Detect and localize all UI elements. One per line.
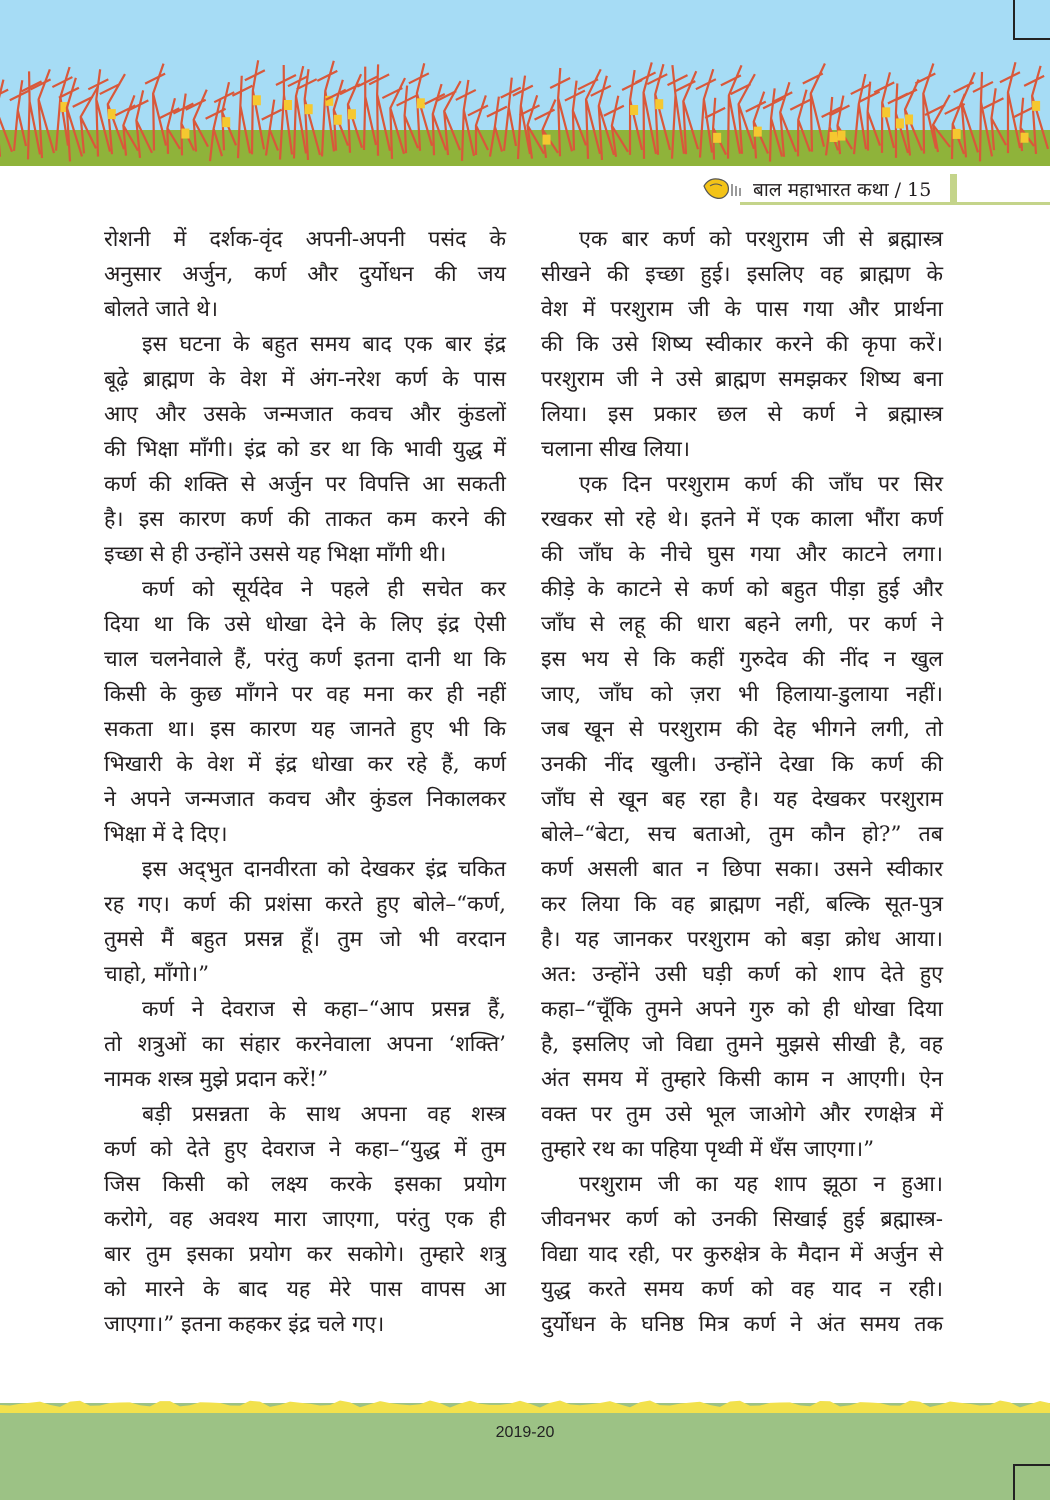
figure-stroke	[382, 78, 405, 159]
figure-fill	[181, 129, 189, 139]
figure-stroke	[145, 64, 166, 151]
text-line: जाँघ से खून बह रहा है। यह देखकर परशुराम	[541, 787, 943, 812]
figure-stroke	[262, 100, 282, 156]
footer-band	[0, 1403, 1050, 1500]
text-line: आए और उसके जन्मजात कवच और कुंडलों	[104, 402, 506, 427]
battle-figures-illustration	[0, 0, 1050, 166]
text-line: इस घटना के बहुत समय बाद एक बार इंद्र	[142, 332, 506, 357]
figure-stroke	[535, 100, 558, 158]
figure-fill	[905, 114, 913, 124]
crop-mark	[1013, 1466, 1015, 1500]
text-line: वेश में परशुराम जी के पास गया और प्रार्थना	[541, 297, 943, 322]
figure-stroke	[10, 80, 30, 151]
text-line: जाँघ से लहू की धारा बहने लगी, पर कर्ण ने	[541, 612, 943, 637]
figure-fill	[896, 118, 904, 128]
figure-stroke	[925, 95, 950, 152]
book-title-page-number: बाल महाभारत कथा / 15	[753, 179, 932, 201]
text-line: कीड़े के काटने से कर्ण को बहुत पीड़ा हुई और	[541, 577, 943, 602]
text-line: किसी के कुछ माँगने पर वह मना कर ही नहीं	[104, 682, 506, 707]
text-line: की कि उसे शिष्य स्वीकार करने की कृपा करें।	[541, 332, 943, 357]
text-line: नामक शस्त्र मुझे प्रदान करें!”	[104, 1067, 329, 1092]
figure-fill	[305, 104, 313, 114]
figure-fill	[1032, 101, 1040, 111]
figure-fill	[417, 98, 425, 108]
crop-mark	[1013, 0, 1015, 38]
text-line: भिखारी के वेश में इंद्र धोखा कर रहे हैं, कर्ण	[104, 752, 506, 777]
figure-fill	[253, 95, 261, 105]
figure-fill	[837, 131, 845, 141]
header-accent-bar	[950, 174, 957, 202]
text-line: इच्छा से ही उन्होंने उससे यह भिक्षा माँगी थी।	[104, 542, 447, 567]
text-line: एक दिन परशुराम कर्ण की जाँघ पर सिर	[579, 472, 943, 497]
text-line: ने अपने जन्मजात कवच और कुंडल निकालकर	[104, 787, 506, 812]
text-line: विद्या याद रही, पर कुरुक्षेत्र के मैदान में अर्जुन से	[541, 1242, 943, 1267]
text-line: कर्ण ने देवराज से कहा–“आप प्रसन्न हैं,	[142, 997, 506, 1022]
text-line: करोगे, वह अवश्य मारा जाएगा, परंतु एक ही	[104, 1207, 506, 1232]
figure-stroke	[232, 76, 252, 158]
text-line: रखकर सो रहे थे। इतने में एक काला भौंरा कर्ण	[541, 507, 943, 532]
text-line: बार तुम इसका प्रयोग कर सकोगे। तुम्हारे शत्रु	[104, 1242, 506, 1267]
running-header	[700, 174, 1050, 204]
text-line: सीखने की इच्छा हुई। इसलिए वह ब्राह्मण के	[541, 262, 943, 287]
text-line: कर्ण की शक्ति से अर्जुन पर विपत्ति आ सकती	[104, 472, 506, 497]
text-column-right	[541, 222, 943, 1342]
text-line: कर्ण को देते हुए देवराज ने कहा–“युद्ध में तुम	[104, 1137, 506, 1162]
figure-stroke	[173, 94, 194, 156]
figure-stroke	[772, 82, 796, 157]
text-line: एक बार कर्ण को परशुराम जी से ब्रह्मास्त्र	[579, 227, 943, 252]
figure-stroke	[829, 96, 852, 155]
figure-stroke	[31, 69, 54, 158]
text-line: कर्ण को सूर्यदेव ने पहले ही सचेत कर	[142, 577, 506, 602]
conch-shell-icon	[700, 174, 748, 204]
figure-stroke	[550, 68, 572, 156]
figure-stroke	[0, 80, 12, 157]
text-line: जाए, जाँघ को ज़रा भी हिलाया-डुलाया नहीं।	[541, 682, 943, 707]
text-line: इस भय से कि कहीं गुरुदेव की नींद न खुल	[541, 647, 943, 672]
figure-stroke	[731, 74, 755, 154]
figure-stroke	[647, 64, 670, 155]
figure-fill	[655, 99, 663, 109]
figure-fill	[334, 115, 342, 125]
figure-stroke	[115, 95, 138, 155]
text-line: तो शत्रुओं का संहार करनेवाला अपना ‘शक्ति’	[104, 1032, 506, 1057]
figure-stroke	[276, 65, 296, 160]
text-line: जब खून से परशुराम की देह भीगने लगी, तो	[541, 717, 943, 742]
text-line: जिस किसी को लक्ष्य करके इसका प्रयोग	[104, 1172, 506, 1197]
text-line: दुर्योधन के घनिष्ठ मित्र कर्ण ने अंत समय तक	[541, 1312, 943, 1337]
text-line: है। इस कारण कर्ण की ताकत कम करने की	[104, 507, 506, 532]
text-line: की भिक्षा माँगी। इंद्र को डर था कि भावी युद्ध में	[104, 437, 506, 462]
figure-fill	[1021, 133, 1029, 143]
text-line: कर लिया कि वह ब्राह्मण नहीं, बल्कि सूत-पुत्र	[541, 892, 943, 917]
figure-stroke	[636, 62, 656, 158]
crop-mark	[1013, 38, 1050, 40]
crop-mark	[1013, 1464, 1050, 1466]
header-illustration-banner	[0, 0, 1050, 166]
text-line: है, इसलिए जो विद्या तुमने मुझसे सीखी है, वह	[541, 1032, 943, 1057]
figure-fill	[222, 117, 230, 127]
figure-stroke	[983, 88, 1006, 150]
text-line: दिया था कि उसे धोखा देने के लिए इंद्र ऐसी	[104, 612, 506, 637]
figure-fill	[108, 109, 116, 119]
text-line: चाहो, माँगो।”	[104, 962, 210, 987]
figure-fill	[713, 133, 721, 143]
figure-fill	[284, 100, 292, 110]
text-column-left	[104, 222, 506, 1342]
figure-stroke	[88, 69, 110, 156]
footer-year: 2019-20	[495, 1424, 555, 1441]
figure-stroke	[591, 76, 614, 160]
text-line: रह गए। कर्ण की प्रशंसा करते हुए बोले–“कर्ण,	[104, 892, 506, 917]
text-line: सकता था। इस कारण यह जानते हुए भी कि	[104, 717, 506, 742]
text-line: अनुसार अर्जुन, कर्ण और दुर्योधन की जय	[104, 262, 506, 287]
figure-fill	[830, 132, 838, 142]
figure-fill	[543, 135, 551, 145]
text-line: को मारने के बाद यह मेरे पास वापस आ	[104, 1277, 506, 1302]
text-line: कर्ण असली बात न छिपा सका। उसने स्वीकार	[541, 857, 943, 882]
figure-stroke	[357, 67, 377, 150]
figure-stroke	[604, 96, 628, 157]
text-line: तुम्हारे रथ का पहिया पृथ्वी में धँस जाएगा।”	[541, 1137, 875, 1162]
text-line: परशुराम जी ने उसे ब्राह्मण समझकर शिष्य बना	[541, 367, 943, 392]
footer-wave-edge	[0, 1399, 1050, 1413]
figure-stroke	[746, 92, 768, 159]
text-line: अंत समय में तुम्हारे किसी काम न आएगी। ऐन	[541, 1067, 943, 1092]
figure-stroke	[159, 98, 180, 154]
text-line: भिक्षा में दे दिए।	[104, 822, 228, 847]
text-line: चलाना सीख लिया।	[541, 437, 690, 462]
text-line: कहा–“चूँकि तुमने अपने गुरु को ही धोखा दिया	[541, 997, 943, 1022]
text-line: है। यह जानकर परशुराम को बड़ा क्रोध आया।	[541, 927, 943, 952]
text-line: युद्ध करते समय कर्ण को वह याद न रही।	[541, 1277, 943, 1302]
figure-stroke	[520, 95, 544, 158]
text-line: इस अद्‌भुत दानवीरता को देखकर इंद्र चकित	[142, 857, 506, 882]
figure-fill	[630, 105, 638, 115]
figure-fill	[754, 127, 762, 137]
text-line: वक्त पर तुम उसे भूल जाओगे और रणक्षेत्र में	[541, 1102, 943, 1127]
text-line: बूढ़े ब्राह्मण के वेश में अंग-नरेश कर्ण के पास	[104, 367, 506, 392]
text-line: जाएगा।” इतना कहकर इंद्र चले गए।	[104, 1312, 385, 1337]
text-line: जीवनभर कर्ण को उनकी सिखाई हुई ब्रह्मास्त्र-	[541, 1207, 943, 1232]
figure-stroke	[73, 87, 98, 153]
figure-stroke	[425, 84, 446, 155]
text-line: रोशनी में दर्शक-वृंद अपनी-अपनी पसंद के	[104, 227, 506, 252]
figure-stroke	[578, 69, 601, 159]
text-line: उनकी नींद खुली। उन्होंने देखा कि कर्ण की	[541, 752, 943, 777]
text-line: बोलते जाते थे।	[104, 297, 219, 322]
text-line: परशुराम जी का यह शाप झूठा न हुआ।	[579, 1172, 943, 1197]
text-line: की जाँघ के नीचे घुस गया और काटने लगा।	[541, 542, 943, 567]
text-line: तुमसे मैं बहुत प्रसन्न हूँ। तुम जो भी वरदान	[104, 927, 506, 952]
text-line: चाल चलनेवाले हैं, परंतु कर्ण इतना दानी था कि	[104, 647, 506, 672]
header-rule	[740, 202, 1050, 205]
figure-stroke	[501, 78, 521, 151]
figure-fill	[953, 129, 961, 139]
text-line: लिया। इस प्रकार छल से कर्ण ने ब्रह्मास्त्र	[541, 402, 943, 427]
text-line: अत: उन्होंने उसी घड़ी कर्ण को शाप देते हुए	[541, 962, 943, 987]
figure-fill	[882, 107, 890, 117]
figure-fill	[348, 109, 356, 119]
text-line: बोले–“बेटा, सच बताओ, तुम कौन हो?” तब	[541, 822, 943, 847]
text-line: बड़ी प्रसन्नता के साथ अपना वह शस्त्र	[142, 1102, 506, 1127]
